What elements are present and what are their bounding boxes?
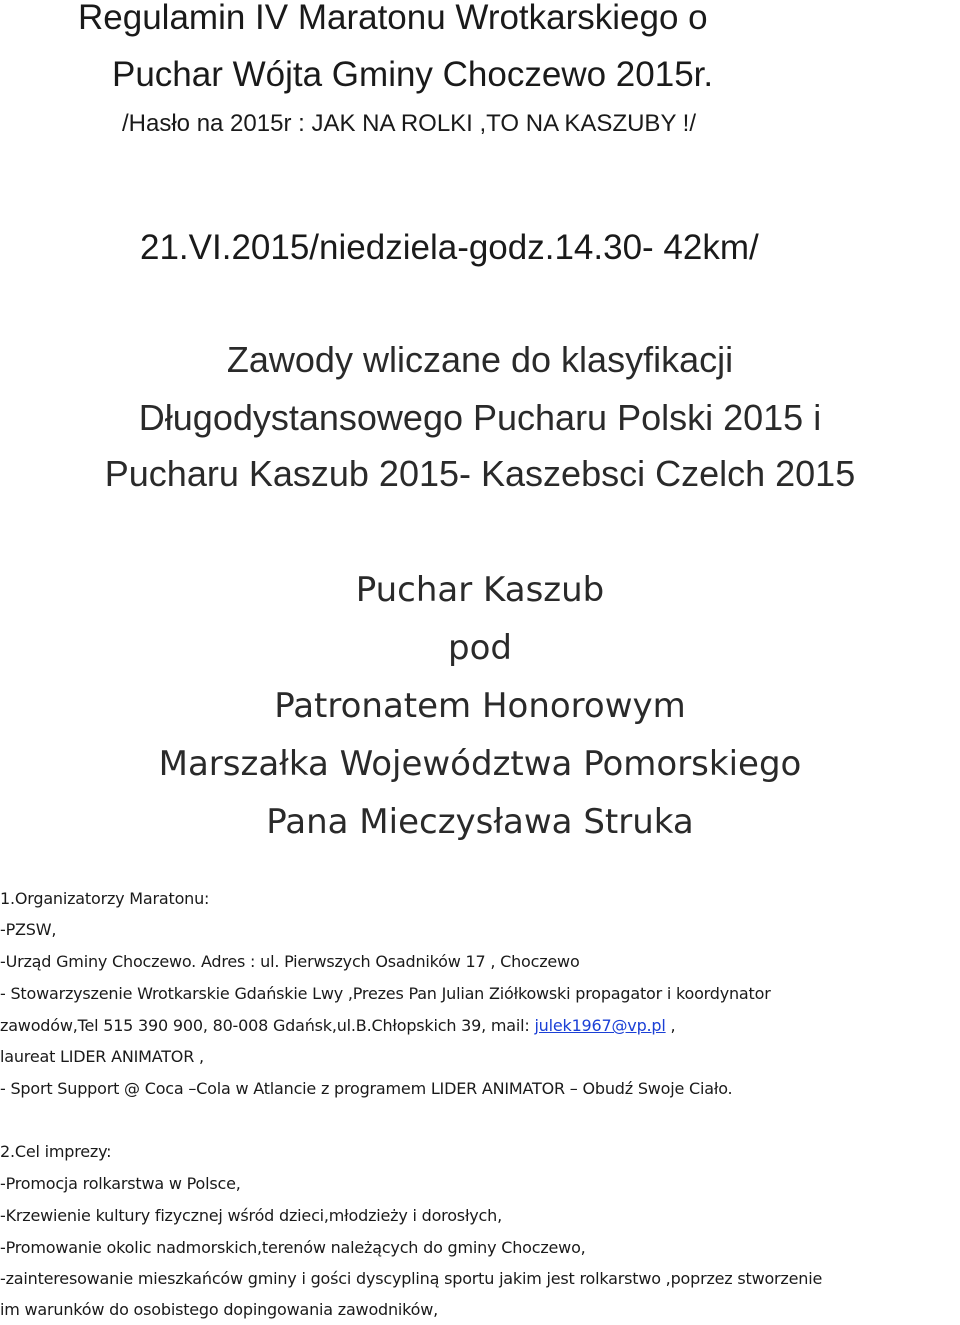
section2-heading: 2.Cel imprezy: — [0, 1142, 112, 1161]
contact-text: zawodów,Tel 515 390 900, 80-008 Gdańsk,ul.B.Chłopskich 39, mail: — [0, 1016, 535, 1035]
organizer-stowarzyszenie-line-2 — [0, 1016, 675, 1036]
contact-suffix: , — [665, 1016, 676, 1035]
goal-item-1: -Promocja rolkarstwa w Polsce, — [0, 1174, 241, 1193]
classification-line-3: Pucharu Kaszub 2015- Kaszebsci Czelch 2015 — [104, 453, 856, 494]
patronage-line-2: pod — [448, 628, 512, 668]
title-line-2: Puchar Wójta Gminy Choczewo 2015r. — [112, 55, 714, 94]
patronage-line-5: Pana Mieczysława Struka — [266, 802, 694, 842]
organizer-stowarzyszenie-line-3: laureat LIDER ANIMATOR , — [0, 1047, 204, 1066]
email-link[interactable]: julek1967@vp.pl — [534, 1016, 666, 1035]
goal-item-4-line-2: im warunków do osobistego dopingowania zawodników, — [0, 1300, 439, 1319]
section1-heading: 1.Organizatorzy Maratonu: — [0, 889, 210, 908]
goal-item-4-line-1: -zainteresowanie mieszkańców gminy i gości dyscypliną sportu jakim jest rolkarstwo ,poprzez stworzenie — [0, 1269, 823, 1288]
event-date: 21.VI.2015/niedziela-godz.14.30- 42km/ — [140, 228, 759, 267]
organizer-urzad: -Urząd Gminy Choczewo. Adres : ul. Pierwszych Osadników 17 , Choczewo — [0, 952, 580, 971]
patronage-line-3: Patronatem Honorowym — [274, 686, 686, 726]
slogan: /Hasło na 2015r : JAK NA ROLKI ,TO NA KASZUBY !/ — [122, 110, 697, 137]
goal-item-2: -Krzewienie kultury fizycznej wśród dzieci,młodzieży i dorosłych, — [0, 1206, 502, 1225]
patronage-line-1: Puchar Kaszub — [355, 570, 605, 610]
classification-line-1: Zawody wliczane do klasyfikacji — [226, 339, 734, 380]
goal-item-3: -Promowanie okolic nadmorskich,terenów należących do gminy Choczewo, — [0, 1238, 586, 1257]
organizer-sport-support: - Sport Support @ Coca –Cola w Atlancie z programem LIDER ANIMATOR – Obudź Swoje Ciało. — [0, 1079, 733, 1098]
title-line-1: Regulamin IV Maratonu Wrotkarskiego o — [78, 0, 708, 37]
organizer-stowarzyszenie-line-1: - Stowarzyszenie Wrotkarskie Gdańskie Lwy ,Prezes Pan Julian Ziółkowski propagator i koordynator — [0, 984, 771, 1003]
patronage-line-4: Marszałka Województwa Pomorskiego — [158, 744, 802, 784]
classification-line-2: Długodystansowego Pucharu Polski 2015 i — [138, 397, 822, 438]
organizer-pzsw: -PZSW, — [0, 920, 57, 939]
